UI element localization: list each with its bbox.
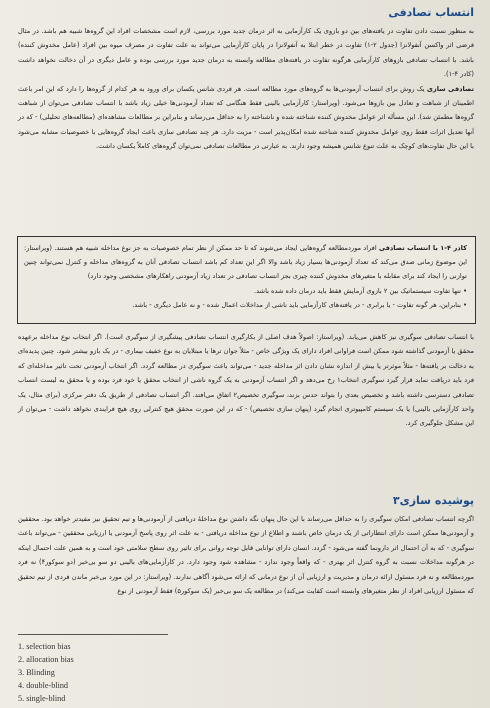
footnote: 3. Blinding	[18, 668, 55, 677]
footnote: 2. allocation bias	[18, 655, 74, 664]
bias-paragraph: با انتساب تصادفی سوگیری نیز کاهش می‌یابد. (ویراستار: اصولاً هدف اصلی از بکارگیری انتساب تصادفی پیشگیری از سوگیری است). اگر انتخاب نوع مداخله برعهده محقق یا آزمودنی گذاشته شود ممکن است فراوانی افراد دارای یک ویژگی خاص - مثلاً جوان ترها یا مبتلایان به نوع خفیف بیماری - در یک بازو بیشتر شود. چنین پدیده‌ای به دخالت بر یافته‌ها - مثلاً موثرتر یا بیش از اندازه نشان دادن اثر مداخله جدید - می‌تواند باعث سوگیری در مطالعه گردد. اگر انتخاب آزمودنی تحت تاثیر مداخله‌ای که فرد باید دریافت نماید قرار گیرد سوگیری انتخاب۱ رخ می‌دهد و اگر انتساب آزمودنی به یک گروه ناشی از انتخاب محقق یا خود فرد بوده و یا محقق به لیست انتساب تصادفی دسترسی داشته باشد و تخصیص بعدی را بتواند حدس بزند، سوگیری تخصیص۲ اتفاق می‌افتد. اگر انتساب تصادفی از طریق یک دفتر مرکزی (برای مثال، یک واحد کارآزمایی بالینی) یا یک سیستم کامپیوتری انجام گیرد (پنهان سازی تخصیص) - که در این صورت محقق هیچ کنترلی روی هیچ فرایندی نخواهد داشت - می‌توان از این مشکل جلوگیری کرد.	[18, 333, 474, 428]
footnote: 1. selection bias	[18, 642, 71, 651]
section-heading-blinding: پوشیده سازی۳	[392, 494, 474, 507]
info-box-bullets	[24, 284, 467, 312]
info-box-text: افراد موردمطالعه گروه‌هایی ایجاد می‌شوند که تا حد ممکن از نظر تمام خصوصیات به جز نوع مداخله شبیه هم هستند. (ویراستار: این موضوع زمانی صدق می‌کند که تعداد آزمودنی‌ها بسیار زیاد باشد والا اگر این تعداد کم باشد انتساب تصادفی آنان به گروه‌های مداخله و کنترل نمی‌تواند چنین توازنی را ایجاد کند برای مقابله با متغیرهای مخدوش کننده چیزی بجز انتساب تصادفی در تعداد زیاد آزمودنی راهکارهای مشخصی وجود دارد)	[24, 244, 467, 281]
info-box-title: کادر ۴-۱ با انتساب تصادفی	[378, 244, 467, 252]
footnote: 4. double-blind	[18, 681, 69, 690]
paragraph-text: به منظور نسبت دادن تفاوت در یافته‌های بین دو بازوی یک کارآزمایی به اثر درمان جدید مورد بررسی، لازم است مشخصات افراد این گروه‌ها شبیه هم باشد. در مثال فرضی اثر واکسن آنفولانزا (جدول ۲-۱) تفاوت در خطر ابتلا به آنفولانزا در پایان کارآزمایی می‌تواند به علت تفاوت در مصرف میوه بین افراد (عامل مخدوش کننده) باشد. با انتساب تصادفی بازوهای کارآزمایی هرگونه تفاوت در یافته‌های مطالعه وابسته به درمان جدید مورد بررسی بوده و عامل دیگری در آن دخالت نخواهد داشت (کادر ۴-۱).	[18, 27, 475, 79]
section-heading-random-allocation: انتساب تصادفی	[388, 6, 474, 19]
random-allocation-paragraph	[18, 24, 474, 154]
footnote-divider	[18, 634, 168, 635]
paragraph-lead-term: تصادفی سازی	[426, 84, 474, 93]
info-box-bullet: • تنها تفاوت سیستماتیک بین ۲ بازوی آزمایش فقط باید درمان داده شده باشد.	[24, 284, 467, 298]
info-box-bullet: • بنابراین، هر گونه تفاوت - یا برابری - در یافته‌های کارآزمایی باید ناشی از مداخلات اعمال شده - و نه عامل دیگری - باشد.	[24, 298, 467, 312]
paragraph-text-2: یک روش برای انتساب آزمودنی‌ها به گروه‌های مورد مطالعه است. هر فردی شانس یکسان برای ورود به هر کدام از گروه‌ها را دارد که این امر باعث اطمینان از شباهت و تعادل بین بازوها می‌شود. (ویراستار: کارآزمایی بالینی فقط هنگامی که تعداد آزمودنی‌ها خیلی زیاد باشد با انتساب تصادفی می‌توان از شباهت گروه‌ها مطمئن شد). این مسأله اثر عوامل مخدوش کننده شناخته شده و ناشناخته را به حداقل می‌رساند و بنابراین بر مطالعات مشاهده‌ای (مطالعه‌های تحلیلی) - که در آنها تعدیل اثرات فقط روی عوامل مخدوش کننده شناخته شده امکان‌پذیر است - مزیت دارد. هر چند تصادفی سازی باعث ایجاد گروه‌هایی با خصوصیات مشابه می‌شود با این حال تفاوت‌های کوچک به علت تنوع شانس همیشه وجود دارند. به عبارتی در مطالعات تصادفی نمی‌توان گروه‌های کاملاً یکسان داشت.	[18, 84, 474, 151]
blinding-paragraph: اگرچه انتساب تصادفی امکان سوگیری را به حداقل می‌رساند با این حال پنهان نگه داشتن نوع مداخلهٔ دریافتی از آزمودنی‌ها و تیم تحقیق نیز مفیدتر خواهد بود. محققین و آزمودنی‌ها ممکن است دارای انتظاراتی از یک درمان خاص باشند و اطلاع از نوع مداخله دریافتی - به علت اثر روی پاسخ آزمودنی یا ارزیابی محققین - می‌تواند باعث سوگیری - که به آن احتمال اثر دارونما گفته می‌شود - گردد. انسان دارای توانایی قابل توجه روانی برای تاثیر روی سطح سلامتی خود است و به همین علت احتمال اینکه در هرگونه مداخلات نسبت به گروه کنترل اثر بهتری - که واقعاً وجود ندارد - مشاهده شود وجود دارد. در کارآزمایی‌های بالینی دو سو بی‌خبر (دو سوکور۴) نه فرد موردمطالعه و نه فرد مسئول ارائه درمان و مدیریت و ارزیابی آن از نوع درمانی که ارائه می‌شود آگاهی ندارند. (ویراستار: در این مورد بی‌خبر ماندن فردی از تیم تحقیق که مسئول ارزیابی افراد از نظر متغیرهای وابسته است کفایت می‌کند) در مطالعه یک سو بی‌خبر (یک سوکور۵) فقط آزمودنی از نوع	[18, 515, 474, 596]
info-box	[17, 236, 476, 324]
footnote: 5. single-blind	[18, 694, 66, 703]
